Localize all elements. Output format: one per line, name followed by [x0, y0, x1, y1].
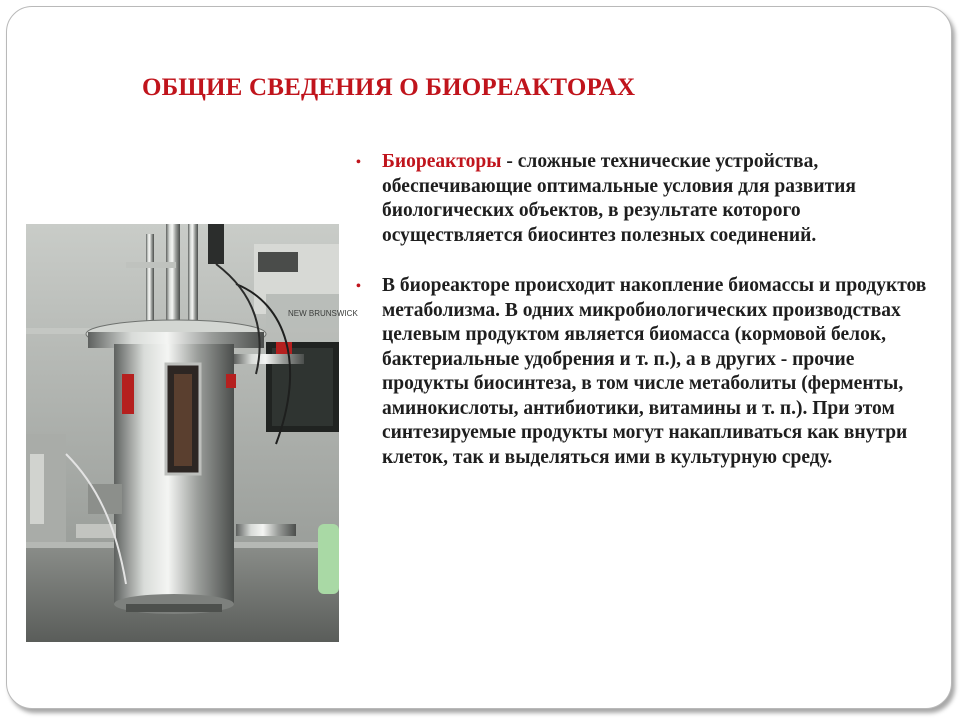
bioreactor-photo	[26, 224, 358, 642]
photo-brand-label: NEW BRUNSWICK	[288, 309, 358, 318]
bullet-item-definition	[356, 150, 936, 248]
bullet-item-biomass	[356, 274, 936, 470]
biomass-text: В биореакторе происходит накопление биомассы и продуктов метаболизма. В одних микробиологических производствах целевым продуктом является биомасса (кормовой белок, бактериальные удобрения и т. п.), а в других - прочие продукты биосинтеза, в том числе метаболиты (ферменты, аминокислоты, антибиотики, витамины и т. п.). При этом синтезируемые продукты могут накапливаться как внутри клеток, так и выделяться ими в культурную среду.	[382, 275, 927, 468]
bullet-marker: •	[356, 155, 361, 170]
bullet-marker: •	[356, 279, 361, 294]
definition-text: - сложные технические устройства, обеспечивающие оптимальные условия для развития биологических объектов, в результате которого осуществляется биосинтез полезных соединений.	[382, 151, 856, 246]
bullet-list	[356, 150, 936, 470]
term-bioreactors: Биореакторы	[382, 151, 502, 172]
slide-title: ОБЩИЕ СВЕДЕНИЯ О БИОРЕАКТОРАХ	[142, 74, 636, 101]
